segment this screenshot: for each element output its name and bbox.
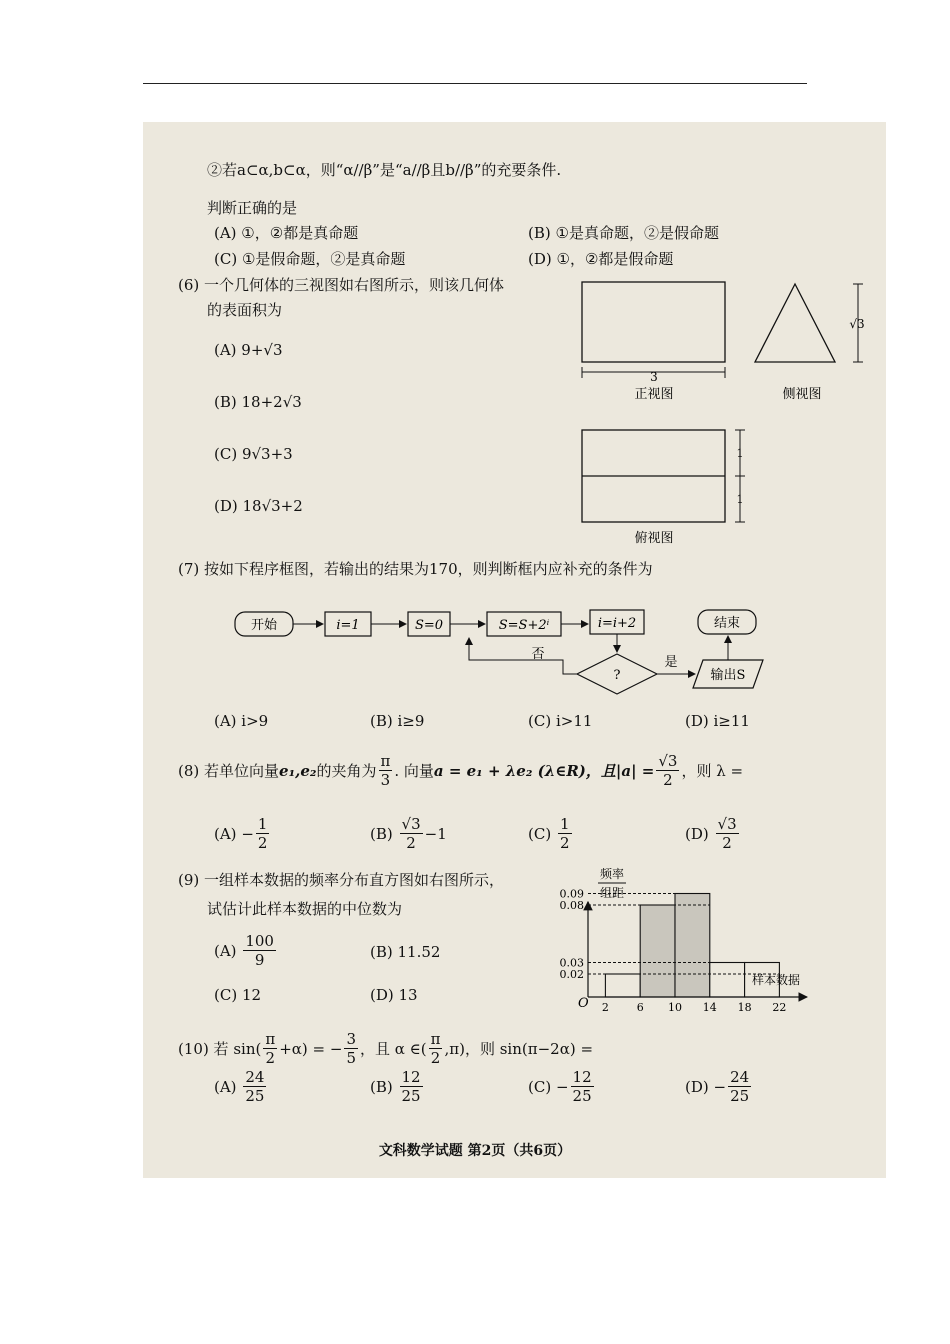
q8-angle-frac: $\frac{\pi}{3}$ xyxy=(380,752,391,789)
histogram-origin: O xyxy=(578,996,589,1011)
top-dim-1: 1 xyxy=(736,447,744,460)
q10-stem-b: +α) = − xyxy=(279,1039,343,1058)
histogram-ytick-2: 0.08 xyxy=(559,899,584,912)
three-view-diagram xyxy=(570,272,880,554)
q8-stem-a: (8) 若单位向量 xyxy=(178,761,280,780)
q5-prompt: 判断正确的是 xyxy=(207,199,298,217)
histogram-xtick-1: 6 xyxy=(636,1001,644,1014)
histogram-xtick-0: 2 xyxy=(601,1001,609,1014)
q9-stem-line2: 试估计此样本数据的中位数为 xyxy=(207,900,403,918)
q8-stem-d: a = e₁ + λe₂ (λ∈R)，且|a| = xyxy=(433,761,655,780)
q6-stem-line2: 的表面积为 xyxy=(207,301,283,319)
histogram-ytick-0: 0.02 xyxy=(559,968,584,981)
top-dim-2: 1 xyxy=(736,493,744,506)
histogram-xtick-3: 14 xyxy=(702,1001,717,1014)
q6-option-d[interactable]: (D) 18√3+2 xyxy=(214,497,303,515)
q9-option-a[interactable]: (A) $\frac{100}{9}$ xyxy=(214,932,274,969)
q5-option-d[interactable]: (D) ①，②都是假命题 xyxy=(528,250,674,268)
q6-stem-line1: (6) 一个几何体的三视图如右图所示，则该几何体 xyxy=(178,276,505,294)
q10-stem-a: (10) 若 sin( xyxy=(178,1039,262,1058)
q8-stem-e: ，则 λ = xyxy=(681,761,744,780)
q9-stem-line1: (9) 一组样本数据的频率分布直方图如右图所示， xyxy=(178,871,505,889)
q6-option-b[interactable]: (B) 18+2√3 xyxy=(214,393,302,411)
top-view-label: 俯视图 xyxy=(634,531,674,546)
histogram-ylabel-top: 频率 xyxy=(599,867,625,881)
histogram-xtick-5: 22 xyxy=(772,1001,787,1014)
q7-option-c[interactable]: (C) i>11 xyxy=(528,712,593,730)
q10-pi-frac: $\frac{\pi}{2}$ xyxy=(265,1030,276,1067)
q10-pi-frac-2: $\frac{\pi}{2}$ xyxy=(430,1030,441,1067)
q8-option-a[interactable]: (A) − $\frac{1}{2}$ xyxy=(214,815,268,852)
q10-option-c[interactable]: (C) − $\frac{12}{25}$ xyxy=(528,1068,592,1105)
q10-option-b[interactable]: (B) $\frac{12}{25}$ xyxy=(370,1068,421,1105)
q5-option-c[interactable]: (C) ①是假命题，②是真命题 xyxy=(214,250,406,268)
q7-option-d[interactable]: (D) i≥11 xyxy=(685,712,750,730)
side-height-label: √3 xyxy=(849,317,865,331)
histogram-chart xyxy=(548,862,818,1022)
side-view-triangle xyxy=(755,284,835,362)
q10-option-a[interactable]: (A) $\frac{24}{25}$ xyxy=(214,1068,265,1105)
q8-stem-b: 的夹角为 xyxy=(316,761,377,780)
q8-stem-c: . 向量 xyxy=(394,761,434,780)
q8-norm-frac: $\frac{√3}{2}$ xyxy=(658,752,678,789)
top-rule xyxy=(143,83,807,84)
histogram-xtick-4: 18 xyxy=(737,1001,752,1014)
q8-option-c[interactable]: (C) $\frac{1}{2}$ xyxy=(528,815,570,852)
histogram-ytick-3: 0.09 xyxy=(559,887,584,901)
q5-option-b[interactable]: (B) ①是真命题，②是假命题 xyxy=(528,224,719,242)
q10-value-frac: $\frac{3}{5}$ xyxy=(346,1030,356,1067)
flow-start-label: 开始 xyxy=(250,618,278,633)
q5-statement-2: ②若a⊂α,b⊂α，则“α//β”是“a//β且b//β”的充要条件. xyxy=(207,161,562,179)
page-footer: 文科数学试题 第2页（共6页） xyxy=(378,1143,572,1159)
histogram-bar-2 xyxy=(675,894,710,998)
q9-option-c[interactable]: (C) 12 xyxy=(214,986,262,1004)
histogram-ytick-1: 0.03 xyxy=(559,956,584,970)
flow-no-branch xyxy=(469,638,577,674)
side-view-label: 侧视图 xyxy=(782,387,822,402)
histogram-x-ticks xyxy=(602,1001,787,1014)
front-view-label: 正视图 xyxy=(634,387,674,402)
q8-option-d[interactable]: (D) $\frac{√3}{2}$ xyxy=(685,815,737,852)
histogram-bar-1 xyxy=(640,905,675,997)
flow-end-label: 结束 xyxy=(713,616,741,631)
q6-option-c[interactable]: (C) 9√3+3 xyxy=(214,445,293,463)
q7-option-b[interactable]: (B) i≥9 xyxy=(370,712,425,730)
q8-vectors: e₁,e₂ xyxy=(279,761,317,780)
flow-yes-label: 是 xyxy=(664,655,678,670)
q8-option-b[interactable]: (B) $\frac{√3}{2}$ −1 xyxy=(370,815,447,852)
front-width-label: 3 xyxy=(650,370,658,384)
q9-option-b[interactable]: (B) 11.52 xyxy=(370,943,441,961)
q10-stem-c: ，且 α ∈( xyxy=(359,1039,427,1058)
q5-option-a[interactable]: (A) ①，②都是真命题 xyxy=(214,224,359,242)
q9-option-d[interactable]: (D) 13 xyxy=(370,986,418,1004)
histogram-bar-3 xyxy=(710,963,745,998)
q7-stem: (7) 按如下程序框图，若输出的结果为170，则判断框内应补充的条件为 xyxy=(178,560,653,578)
flowchart xyxy=(225,600,785,700)
flow-update-i-label: i=i+2 xyxy=(597,616,637,631)
flow-update-s-label: S=S+2ⁱ xyxy=(498,618,550,633)
flow-init-i-label: i=1 xyxy=(336,618,360,633)
q6-option-a[interactable]: (A) 9+√3 xyxy=(214,341,283,359)
flow-output-label: 输出S xyxy=(710,668,746,683)
histogram-xlabel: 样本数据 xyxy=(751,973,801,987)
flow-init-s-label: S=0 xyxy=(414,618,444,633)
histogram-ylabel-bottom: 组距 xyxy=(599,886,625,900)
flow-decision-label: ? xyxy=(613,668,621,683)
flow-no-label: 否 xyxy=(531,647,545,662)
histogram-xtick-2: 10 xyxy=(668,1001,682,1014)
q10-option-d[interactable]: (D) − $\frac{24}{25}$ xyxy=(685,1068,750,1105)
q10-stem-d: ,π)，则 sin(π−2α) = xyxy=(444,1039,594,1058)
front-view-rect xyxy=(582,282,725,362)
histogram-bar-0 xyxy=(605,974,640,997)
q10-stem xyxy=(178,1030,593,1067)
q8-stem xyxy=(178,752,743,789)
histogram-y-ticks xyxy=(560,888,585,982)
q7-option-a[interactable]: (A) i>9 xyxy=(214,712,269,730)
